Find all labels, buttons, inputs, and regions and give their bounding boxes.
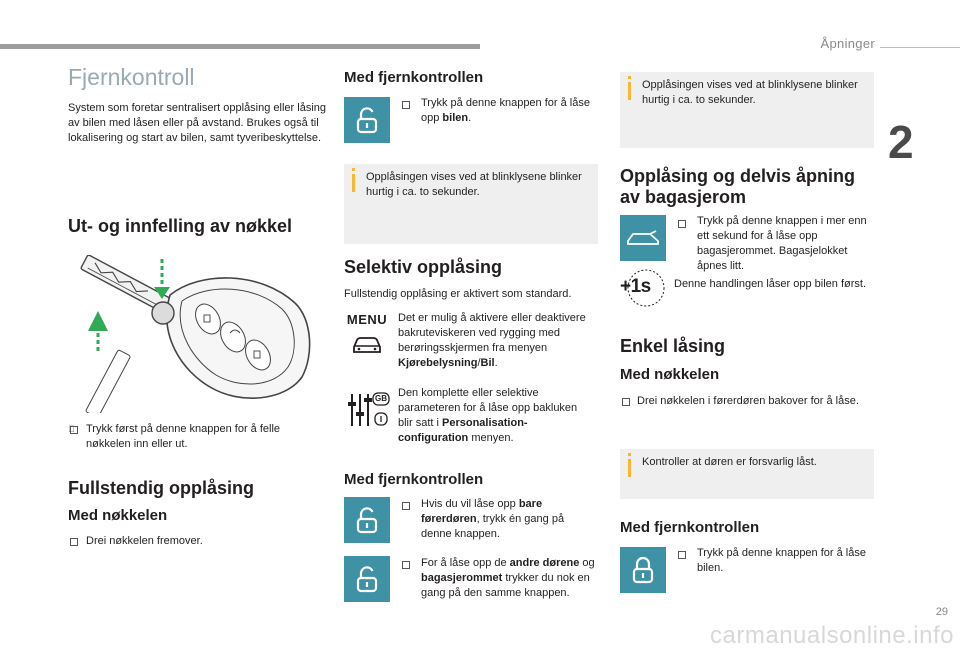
menu-text-bold2: Bil xyxy=(480,357,495,369)
other-doors-pre: For å låse opp de xyxy=(421,557,510,569)
remote-heading-3: Med fjernkontrollen xyxy=(620,519,760,536)
info-icon xyxy=(628,453,631,456)
info-box xyxy=(344,164,598,244)
remote-heading: Med fjernkontrollen xyxy=(344,69,484,86)
remote-lock-text: Trykk på denne knappen for å låse bilen. xyxy=(697,547,866,574)
settings-sliders-icon xyxy=(346,390,392,430)
settings-text xyxy=(398,386,594,446)
header-rule xyxy=(0,44,480,49)
menu-text-bold: Kjørebelysning xyxy=(398,357,478,369)
bullet-box-icon xyxy=(70,426,78,434)
bullet-box-icon xyxy=(402,502,410,510)
unlock-button-icon xyxy=(344,556,390,602)
info-icon xyxy=(352,168,355,171)
other-doors-text xyxy=(421,556,599,601)
with-key-heading: Med nøkkelen xyxy=(68,507,168,524)
car-icon xyxy=(351,333,383,355)
with-key-bullet-2: Drei nøkkelen i førerdøren bakover for å låse. xyxy=(637,395,859,407)
other-doors-bold2: bagasjerommet xyxy=(421,572,503,584)
info-icon-bar xyxy=(628,82,631,100)
bullet-box-icon xyxy=(402,561,410,569)
info-box xyxy=(620,449,874,499)
settings-text-post: menyen. xyxy=(468,432,514,444)
info-icon-bar xyxy=(628,459,631,477)
remote-unlock-bold: bilen xyxy=(442,112,469,124)
remote-unlock-post: . xyxy=(468,112,472,124)
remote2-heading: Med fjernkontrollen xyxy=(344,471,484,488)
chapter-number: 2 xyxy=(888,116,914,168)
driver-door-pre: Hvis du vil låse opp xyxy=(421,498,519,510)
section-label: Åpninger xyxy=(820,36,875,51)
bullet-box-icon xyxy=(402,101,410,109)
driver-door-post: , trykk én gang på denne knappen. xyxy=(421,513,565,540)
key-section-heading: Ut- og innfelling av nøkkel xyxy=(68,216,293,236)
unlock-button-icon xyxy=(344,97,390,143)
driver-door-text xyxy=(421,497,591,542)
other-doors-post: trykker du nok en gang på den samme knappen. xyxy=(421,572,590,599)
chapter-rule xyxy=(880,47,960,48)
info-icon-bar xyxy=(352,174,355,192)
selective-intro: Fullstendig opplåsing er aktivert som standard. xyxy=(344,288,572,300)
with-key-heading-2: Med nøkkelen xyxy=(620,366,720,383)
trunk-note: Denne handlingen låser opp bilen først. xyxy=(674,278,867,290)
watermark: carmanualsonline.info xyxy=(710,622,954,649)
simple-lock-heading: Enkel låsing xyxy=(620,336,726,356)
trunk-heading: Opplåsing og delvis åpning av bagasjerom xyxy=(620,166,856,207)
menu-car-icon xyxy=(344,312,390,372)
info-text: Opplåsingen vises ved at blinklysene blinker hurtig i ca. to sekunder. xyxy=(366,171,582,198)
settings-text-bold: Personalisation-configuration xyxy=(398,417,528,444)
key-fold-text: Trykk først på denne knappen for å felle nøkkelen inn eller ut. xyxy=(86,423,281,450)
full-unlock-heading: Fullstendig opplåsing xyxy=(68,478,254,498)
bullet-box-icon xyxy=(678,220,686,228)
remote-unlock-text xyxy=(421,96,591,126)
other-doors-bold: andre dørene xyxy=(509,557,580,569)
info-icon xyxy=(628,76,631,79)
bullet-box-icon xyxy=(678,551,686,559)
info-text: Kontroller at døren er forsvarlig låst. xyxy=(642,456,817,468)
gb-label: GB xyxy=(375,394,387,403)
plus-1s-label: +1s xyxy=(620,276,651,297)
selective-heading: Selektiv opplåsing xyxy=(344,257,503,277)
bullet-box-icon xyxy=(622,398,630,406)
menu-text-sep: / xyxy=(477,357,481,369)
lock-button-icon xyxy=(620,547,666,593)
menu-text-pre: Det er mulig å aktivere eller deaktivere bakruteviskeren ved rygging med berøringsskjermen fra menyen xyxy=(398,312,586,354)
driver-door-bold: bare førerdøren xyxy=(421,498,543,525)
page-number: 29 xyxy=(935,606,948,618)
other-doors-mid: og xyxy=(579,557,595,569)
unlock-button-icon xyxy=(344,497,390,543)
menu-text-post: . xyxy=(494,357,498,369)
settings-text-pre: Den komplette eller selektive parameteren for å låse opp bakluken blir satt i xyxy=(398,387,578,429)
menu-text xyxy=(398,311,594,371)
hold-1s-icon xyxy=(620,268,666,308)
bullet-box-icon xyxy=(70,538,78,546)
with-key-bullet: Drei nøkkelen fremover. xyxy=(86,535,203,547)
trunk-bullet: Trykk på denne knappen i mer enn ett sekund for å låse opp bagasjerommet. Bagasjelokket åpnes litt. xyxy=(697,215,867,272)
remote-unlock-pre: Trykk på denne knappen for å låse opp xyxy=(421,97,590,124)
menu-label: MENU xyxy=(346,312,388,327)
info-box xyxy=(620,72,874,148)
trunk-button-icon xyxy=(620,215,666,261)
intro-text: System som foretar sentralisert opplåsing eller låsing av bilen med låsen eller på avstand. Brukes også til lokalisering og start av bilen, samt tyveribeskyttelse. xyxy=(68,102,327,144)
info-text: Opplåsingen vises ved at blinklysene blinker hurtig i ca. to sekunder. xyxy=(642,79,858,106)
key-fob-illustration xyxy=(70,255,320,413)
page-title: Fjernkontroll xyxy=(68,64,195,90)
